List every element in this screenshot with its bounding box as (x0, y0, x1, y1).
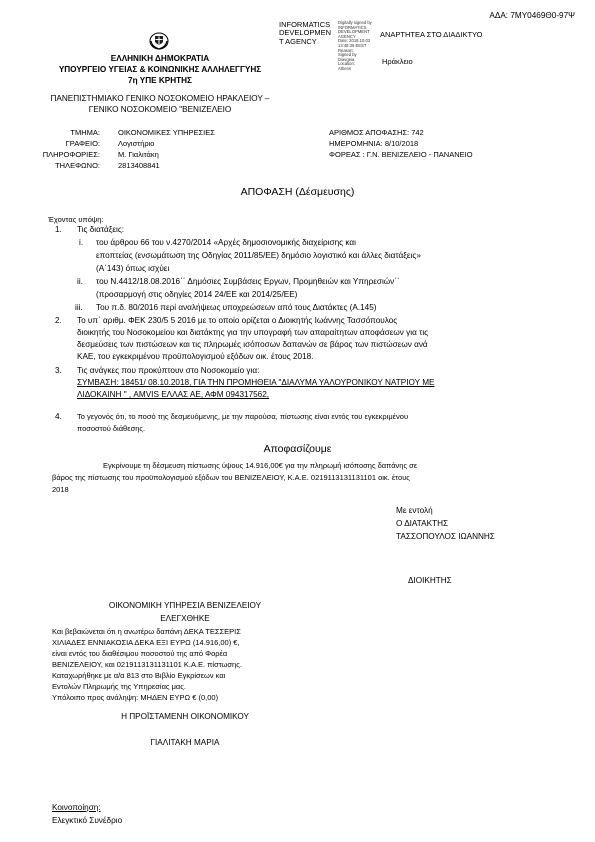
decision-agency: ΦΟΡΕΑΣ : Γ.Ν. ΒΕΝΙΖΕΛΕΙΟ - ΠΑΝΑΝΕΙΟ (329, 150, 473, 159)
item-text: Τις ανάγκες που προκύπτουν στο Νοσοκομείο για: (77, 366, 260, 375)
sig-detail: DEVELOPMENT (338, 29, 370, 35)
signer-name: ΤΑΣΣΟΠΟΥΛΟΣ ΙΩΑΝΝΗΣ (396, 532, 495, 541)
header-line-3: 7η ΥΠΕ ΚΡΗΤΗΣ (128, 76, 192, 85)
item-text: ποσοστού διάθεσης. (77, 424, 146, 433)
sig-detail: Date: 2018.10.03 (338, 38, 371, 44)
item-number: 1. (55, 225, 62, 234)
sig-detail: INFORMATICS (338, 24, 367, 30)
intro-text: Έχοντας υπόψη: (48, 215, 104, 224)
info-value: 2813408841 (118, 161, 160, 170)
finance-text: Υπόλοιπο προς ανάληψη: ΜΗΔΕΝ ΕΥΡΩ € (0,00) (52, 693, 219, 702)
digital-signature-details (338, 21, 372, 72)
finance-text: Εντολών Πληρωμής της Υπηρεσίας μας. (52, 682, 186, 691)
greek-emblem-icon (149, 32, 169, 50)
decision-text: βάρος της πίστωσης του προϋπολογισμού εξόδων του ΒΕΝΙΖΕΛΕΙΟΥ, Κ.Α.Ε. 0219113131131101 οικ. έτους (52, 473, 410, 482)
finance-text: Και βεβαιώνεται ότι η ανωτέρω δαπάνη ΔΕΚΑ ΤΕΣΣΕΡΙΣ (52, 627, 241, 636)
finance-head-title: Η ΠΡΟΪΣΤΑΜΕΝΗ ΟΙΚΟΝΟΜΙΚΟΥ (121, 712, 249, 721)
header-line-5: ΓΕΝΙΚΟ ΝΟΣΟΚΟΜΕΙΟ "ΒΕΝΙΖΕΛΕΙΟ (88, 105, 232, 114)
sig-detail: AGENCY (338, 33, 356, 39)
decision-number: ΑΡΙΘΜΟΣ ΑΠΟΦΑΣΗΣ: 742 (329, 128, 424, 137)
notify-item: Ελεγκτικό Συνέδριο (52, 816, 123, 825)
ada-number: ΑΔΑ: 7ΜΥ0469Θ0-97Ψ (489, 11, 575, 20)
sig-detail: Digitally signed by (338, 20, 372, 25)
finance-heading: ΟΙΚΟΝΟΜΙΚΗ ΥΠΗΡΕΣΙΑ ΒΕΝΙΖΕΛΕΙΟΥ (108, 601, 262, 610)
contract-line: ΛΙΔΟΚΑΙΝΗ " , AMVIS ΕΛΛΑΣ ΑΕ, ΑΦΜ 094317562, (77, 390, 270, 399)
item-text: (Α΄143) όπως ισχύει (96, 264, 170, 273)
notify-title: Κοινοποίηση: (52, 803, 101, 812)
header-line-4: ΠΑΝΕΠΙΣΤΗΜΙΑΚΟ ΓΕΝΙΚΟ ΝΟΣΟΚΟΜΕΙΟ ΗΡΑΚΛΕΙΟΥ – (50, 94, 270, 103)
place-label: Ηράκλειο (382, 57, 413, 66)
info-label: ΠΛΗΡΟΦΟΡΙΕΣ: (42, 150, 100, 159)
info-label: ΓΡΑΦΕΙΟ: (65, 139, 100, 148)
item-text: του άρθρου 66 του ν.4270/2014 «Αρχές δημοσιονομικής διαχείρισης και (96, 238, 356, 247)
info-label: ΤΜΗΜΑ: (70, 128, 100, 137)
sig-detail: 13:48:39 EEST (338, 42, 367, 48)
item-text: Το υπ΄ αριθμ. ΦΕΚ 230/5 5 2016 με το οποίο ορίζεται ο Διοικητής Ιωάννης Τασσόπουλος (77, 316, 398, 325)
finance-text: ΒΕΝΙΖΕΛΕΙΟΥ, και 0219113131131101 Κ.Α.Ε. πίστωσης. (52, 660, 242, 669)
decision-date: ΗΜΕΡΟΜΗΝΙΑ: 8/10/2018 (329, 139, 419, 148)
roman-numeral: iii. (75, 303, 83, 312)
signer-title: Ο ΔΙΑΤΑΚΤΗΣ (396, 519, 449, 528)
signer-org-line: T AGENCY (279, 36, 317, 46)
item-text: ΚΑΕ, του εγκεκριμένου προϋπολογισμού εξόδων οικ. έτους 2018. (77, 352, 314, 361)
item-text: Του π.δ. 80/2016 περί αναλήψεως υποχρεώσεων από τους Διατάκτες (Α.145) (96, 303, 377, 312)
signer-org-line: INFORMATICS (279, 20, 331, 29)
info-value: ΟΙΚΟΝΟΜΙΚΕΣ ΥΠΗΡΕΣΙΕΣ (118, 128, 215, 137)
header-line-2: ΥΠΟΥΡΓΕΙΟ ΥΓΕΙΑΣ & ΚΟΙΝΩΝΙΚΗΣ ΑΛΛΗΛΕΓΓΥΗΣ (58, 65, 262, 74)
sig-detail: Signed by (338, 52, 357, 58)
finance-text: είναι εντός του διαθέσιμου ποσοστού της από Φορέα (52, 649, 228, 658)
sig-detail: Diavgeia (338, 56, 355, 62)
decision-text: Εγκρίνουμε τη δέσμευση πίστωσης ύψους 14.916,00€ για την πληρωμή ισόποσης δαπάνης σε (103, 461, 418, 470)
item-text: δεσμεύσεις των πιστώσεων και τις πληρωμές ισόποσων δαπανών σε βάρος των πιστώσεων ανά (77, 340, 428, 349)
sig-detail: Location: (338, 61, 355, 67)
item-text: εποπτείας (ενσωμάτωση της Οδηγίας 2011/85/ΕΕ) δημόσιο λογιστικό και άλλες διατάξεις» (96, 251, 421, 260)
info-value: Μ. Γιαλιτάκη (118, 150, 159, 159)
item-text: διοικητής του Νοσοκομείου και διατάκτης για την υπογραφή των απαραίτητων αποφάσεων για τις (77, 328, 429, 337)
signature-block (279, 21, 331, 46)
roman-numeral: ii. (77, 277, 83, 286)
header-line-1: ΕΛΛΗΝΙΚΗ ΔΗΜΟΚΡΑΤΙΑ (110, 54, 210, 63)
roman-numeral: i. (79, 238, 84, 247)
finance-head-name: ΓΙΑΛΙΤΑΚΗ ΜΑΡΙΑ (150, 738, 220, 747)
contract-line: ΣΥΜΒΑΣΗ: 18451/ 08.10.2018, ΓΙΑ ΤΗΝ ΠΡΟΜΗΘΕΙΑ "ΔΙΑΛΥΜΑ ΥΑΛΟΥΡΟΝΙΚΟΥ ΝΑΤΡΙΟΥ ΜΕ (77, 378, 435, 387)
signer-org-line: DEVELOPMEN (279, 28, 332, 38)
finance-text: ΧΙΛΙΑΔΕΣ ΕΝΝΙΑΚΟΣΙΑ ΔΕΚΑ ΕΞΙ ΕΥΡΩ (14.916,00) €, (52, 638, 240, 647)
sig-detail: Athens (338, 65, 352, 71)
sig-detail: Reason: (338, 47, 354, 53)
item-number: 2. (55, 316, 62, 325)
finance-checked: ΕΛΕΓΧΘΗΚΕ (160, 614, 210, 623)
decision-text: 2018 (52, 485, 69, 494)
item-number: 3. (55, 366, 62, 375)
item-text: (προσαρμογή στις οδηγίες 2014 24/ΕΕ και 2014/25/ΕΕ) (96, 290, 298, 299)
posted-online-label: ΑΝΑΡΤΗΤΕΑ ΣΤΟ ΔΙΑΔΙΚΤΥΟ (380, 30, 483, 39)
finance-text: Καταχωρήθηκε με α/α 813 στο Βιβλίο Εγκρίσεων και (52, 671, 226, 680)
item-number: 4. (55, 412, 62, 421)
signer-role: ΔΙΟΙΚΗΤΗΣ (408, 576, 452, 585)
decision-heading: Αποφασίζουμε (263, 443, 332, 455)
signer-line: Με εντολή (396, 506, 433, 515)
item-text: του Ν.4412/18.08.2016΄΄ Δημόσιες Συμβάσεις Εργων, Προμηθειών και Υπηρεσιών΄΄ (96, 277, 400, 286)
item-text: Τις διατάξεις: (77, 225, 125, 234)
info-value: Λογιστήριο (118, 139, 155, 148)
item-text: Το γεγονός ότι, το ποσό της δεσμευόμενης, με την παρούσα, πίστωσης είναι εντός του εγκεκριμένου (77, 412, 409, 421)
info-label: ΤΗΛΕΦΩΝΟ: (55, 161, 100, 170)
page-title: ΑΠΟΦΑΣΗ (Δέσμευσης) (240, 186, 355, 198)
